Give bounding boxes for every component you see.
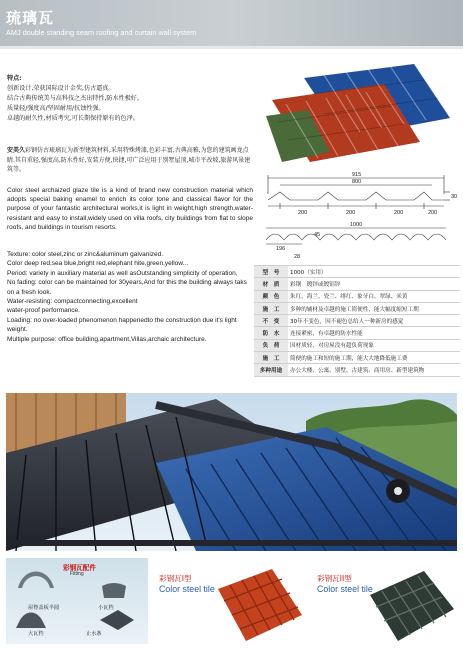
tile1-label-cn: 彩钢瓦I型 (159, 574, 192, 583)
feature-line: 卓越的耐久性,材质考究,可长期保持原有的色泽。 (7, 115, 139, 123)
spec-key: 多种用途 (254, 364, 288, 376)
features-heading: 特点: (7, 75, 22, 82)
spec-line: Texture: color steel,zinc or zinc&aluminum galvanized. (7, 251, 164, 258)
spec-value: 1000（实用） (288, 266, 460, 278)
spec-key: 防 水 (254, 327, 288, 339)
dim-depth: 28 (294, 254, 301, 260)
intro-cn (7, 146, 251, 175)
table-row (254, 352, 460, 364)
spec-key: 型 号 (254, 266, 288, 278)
spec-value: 连接紧密，有卓越的防水性能 (288, 327, 460, 339)
spec-value: 办公大楼、公寓、别墅、古建筑、商用房、新型建筑物 (288, 364, 460, 376)
spec-line: Loading: no over-loaded phenomenon happenedto the construction due it's light weight. (7, 316, 237, 334)
tile1-image (210, 565, 305, 645)
spec-value: 彩钢 镀锌或镀铝锌 (288, 278, 460, 290)
dim-total-width: 915 (352, 172, 362, 178)
spec-line: Multiple purpose: office building,apartment,Villas,archaic architecture. (7, 335, 207, 343)
feature-line: 结合古典传统美与高科技之杰出特性,防水性极好。 (7, 95, 143, 103)
features-cn (7, 74, 247, 124)
feature-line: 创新设计,荣获国际设计金奖,仿古逼真。 (7, 85, 115, 93)
dim-height: 30 (451, 194, 458, 200)
fittings-title-en: Fitting (70, 571, 84, 577)
table-row (254, 315, 460, 327)
profile-diagram (256, 170, 460, 262)
fitting-label: 大瓦档 (28, 631, 44, 637)
spec-line: No fading: color can be maintained for 30years,And for this the building always taks (7, 279, 247, 287)
profile-diagram-svg (256, 170, 460, 262)
spec-value: 30年不变色，因不褪色总给人一种新房的感觉 (288, 315, 460, 327)
spec-line: on a fresh look. (7, 288, 52, 296)
spec-line: Period: variety in auxiliary material as well asOutstanding simplicity of operation, (7, 269, 238, 277)
dim-rib-3: 200 (394, 210, 404, 216)
spec-key: 材 质 (254, 278, 288, 290)
spec-value: 简便的施工和短的施工期，能大大地降低施工费 (288, 352, 460, 364)
spec-key: 颜 色 (254, 290, 288, 302)
dim-angle: 45 (314, 232, 321, 238)
brand-name: 安美久 (7, 147, 26, 154)
dim-length: 1000 (350, 222, 363, 228)
spec-value: 朱红、海兰、瓷兰、绯红、象牙白、翠绿、米黄 (288, 290, 460, 302)
dim-cover-width: 800 (352, 179, 362, 185)
feature-line: 质量轻/强度高/坚固耐用/抗蚀性强。 (7, 105, 105, 113)
tile2-image (364, 565, 458, 645)
header-divider (0, 46, 463, 49)
page-title: 琉璃瓦 (6, 9, 55, 27)
intro-en: Color steel archaized glaze tile is a kind of brand new construction material which adopts special baking enamel to enrich its color tone and classical flavor for the purpose of your fantastic architectural works,it is light in weight,high strength,water-resistant and easy to install,widely used on villa roofs, city buildings from flat to slope roofs, and buildings in tourism resorts. (7, 187, 253, 231)
table-row (254, 364, 460, 376)
fittings-panel (6, 558, 148, 644)
roof-installation-photo (6, 393, 457, 551)
spec-table (254, 265, 460, 377)
spec-key: 施 工 (254, 302, 288, 314)
tile2-label-en: Color steel tile (317, 584, 373, 594)
table-row (254, 290, 460, 302)
fittings-title: 彩钢瓦配件 (63, 564, 96, 572)
dim-rib-2: 200 (346, 210, 356, 216)
spec-line: Color deep red,sea blue,bright red,elephant hite,green,yellow... (7, 260, 189, 268)
spec-value: 因材质轻，对房屋没有超负荷现象 (288, 339, 460, 351)
specs-en (7, 250, 255, 344)
spec-value: 多种的辅材及卓越的施工简便性，能大幅度缩短工期 (288, 302, 460, 314)
fitting-label: 屋脊盖板半圆 (28, 605, 60, 611)
spec-key: 施 工 (254, 352, 288, 364)
header-banner (0, 0, 463, 46)
table-row (254, 339, 460, 351)
table-row (254, 302, 460, 314)
intro-cn-text: 彩钢仿古琉璃瓦为新型建筑材料,采用特殊烤漆,色彩丰富,古典高雅,为您的建筑画龙点睛.其自重轻,强度高,防水性好,安装方便,快捷,可广泛应用于别墅屋顶,城市平改坡,旅游风景建筑等。 (7, 147, 251, 174)
dim-rib-4: 200 (428, 210, 438, 216)
fitting-label: 小瓦档 (98, 605, 114, 611)
table-row (254, 327, 460, 339)
dim-wave-pitch: 196 (276, 246, 286, 252)
dim-rib-1: 200 (298, 210, 308, 216)
spec-key: 不 变 (254, 315, 288, 327)
tile1-label-en: Color steel tile (159, 584, 215, 594)
tile-color-samples-photo (264, 62, 452, 166)
table-row (254, 266, 460, 278)
tile2-label-cn: 彩钢瓦II型 (317, 574, 352, 583)
table-row (254, 278, 460, 290)
page-subtitle: AMJ double standing seam roofing and curtain wall system (6, 28, 197, 37)
spec-line: Water-resisting: compactconnecting,excellent (7, 298, 138, 306)
spec-key: 负 荷 (254, 339, 288, 351)
fitting-label: 止水条 (86, 631, 102, 637)
spec-line: water-proof performance. (7, 307, 80, 315)
